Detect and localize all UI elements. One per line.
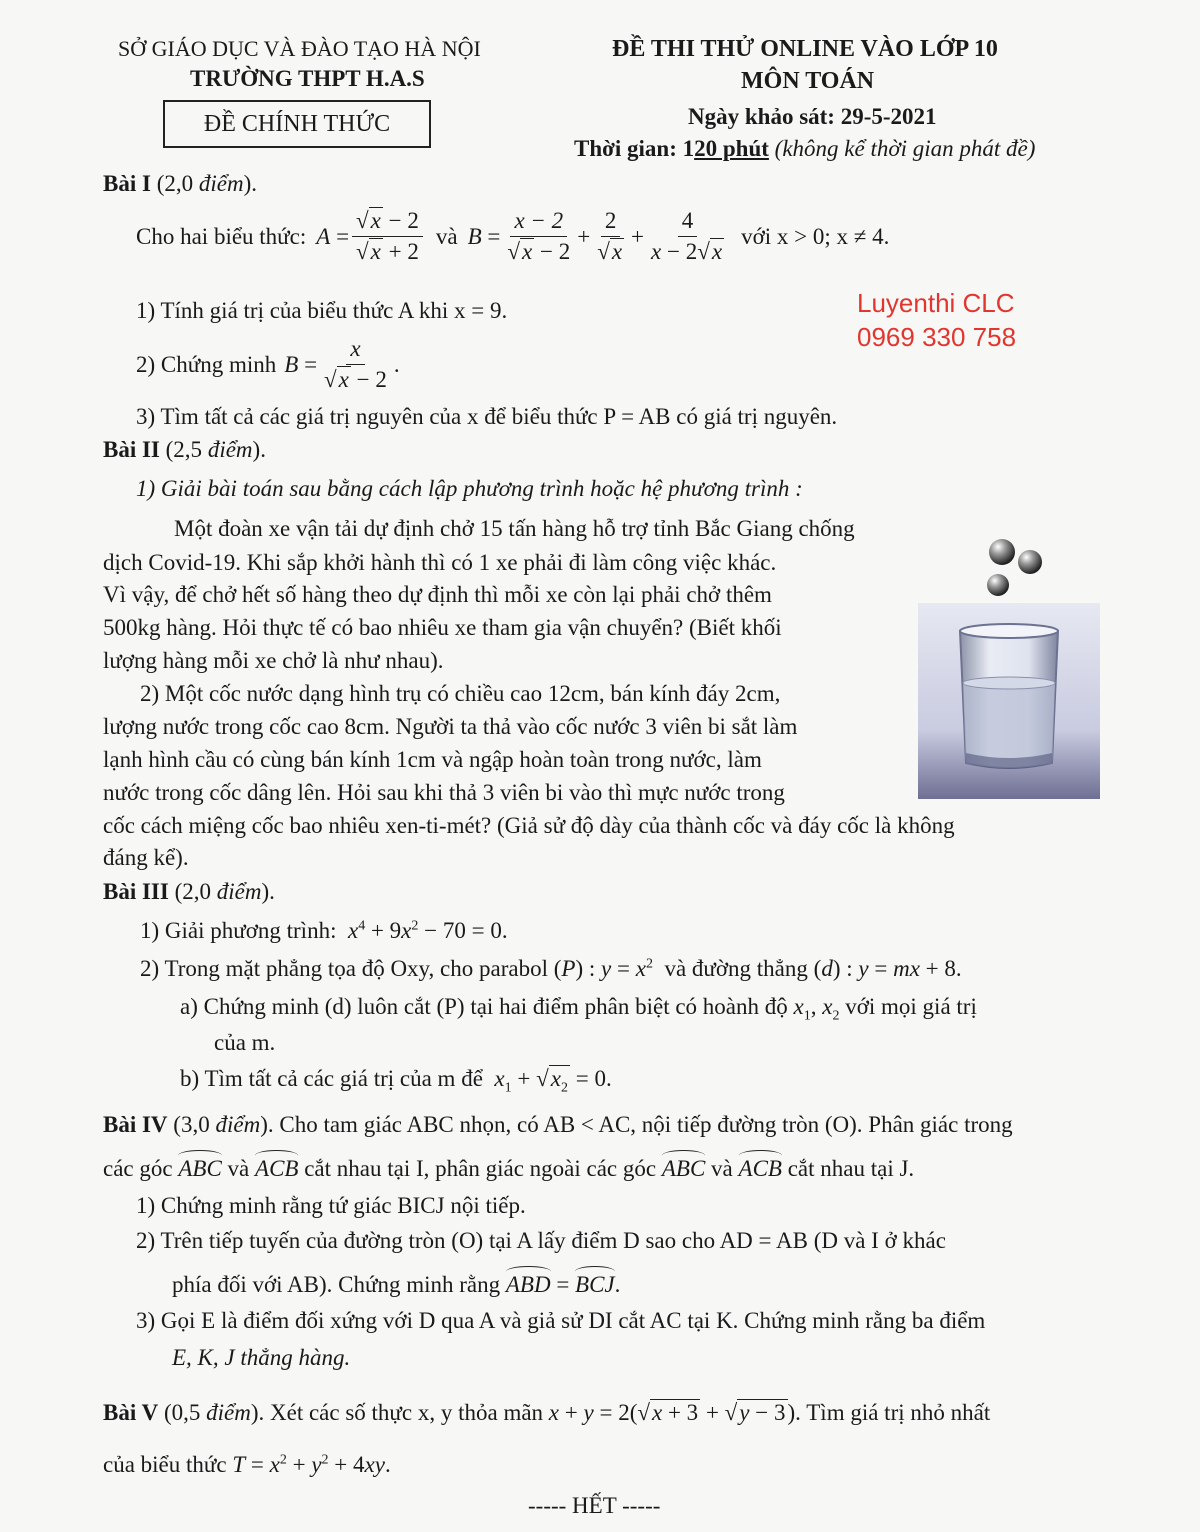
school-name: TRƯỜNG THPT H.A.S xyxy=(190,66,425,91)
exam-subject: MÔN TOÁN xyxy=(741,68,875,94)
bai3-qa-line2: của m. xyxy=(214,1030,276,1055)
bai2-p2-line2: lượng nước trong cốc cao 8cm. Người ta thả vào cốc nước 3 viên bi sắt làm xyxy=(103,714,798,739)
bai3-q1: 1) Giải phương trình: $x^4 + 9x^2 - 70 = 0$. xyxy=(140,918,508,943)
bai2-q1: 1) Giải bài toán sau bằng cách lập phương trình hoặc hệ phương trình : xyxy=(136,476,803,501)
bai1-q1: 1) Tính giá trị của biểu thức A khi x = 9. xyxy=(136,298,508,323)
bai1-points: (2,0 điểm). xyxy=(156,171,257,196)
steel-ball-icon xyxy=(1018,550,1042,574)
bai2-p1-line4: 500kg hàng. Hỏi thực tế có bao nhiêu xe tham gia vận chuyển? (Biết khối xyxy=(103,615,782,640)
bai5-text-end: Tìm giá trị nhỏ nhất xyxy=(806,1400,991,1425)
bai2-p2-line1: 2) Một cốc nước dạng hình trụ có chiều cao 12cm, bán kính đáy 2cm, xyxy=(140,681,781,706)
bai3-q1-prefix: 1) Giải phương trình: xyxy=(140,918,337,943)
bai4-line2-e: cắt nhau tại J. xyxy=(787,1156,915,1181)
steel-ball-icon xyxy=(989,539,1015,565)
bai1-intro: Cho hai biểu thức: xyxy=(136,223,307,249)
fraction-B1: $\frac{x - 2}{√x - 2}$ xyxy=(507,208,571,265)
bai3-qb: b) Tìm tất cả các giá trị của m để $x_1 + √x_2 = 0$. xyxy=(180,1066,612,1096)
bai3-q2: 2) Trong mặt phẳng tọa độ Oxy, cho parabol (P) : $y = x^2$ và đường thẳng (d) : y = mx + 8. xyxy=(140,956,962,981)
bai4-q3-line1: 3) Gọi E là điểm đối xứng với D qua A và giả sử DI cắt AC tại K. Chứng minh rằng ba điểm xyxy=(136,1308,986,1333)
bai5-points: (0,5 điểm). xyxy=(163,1400,265,1425)
exam-time xyxy=(574,136,1035,162)
bai4-q1: 1) Chứng minh rằng tứ giác BICJ nội tiếp. xyxy=(136,1193,526,1218)
bai2-p2-line6: đáng kể). xyxy=(103,845,189,870)
official-exam-box xyxy=(163,100,431,148)
bai1-title: Bài I xyxy=(103,171,151,196)
bai4-line2: các góc ABC và ACB cắt nhau tại I, phân giác ngoài các góc ABC và ACB cắt nhau tại J. xyxy=(103,1150,914,1182)
bai5-title: Bài V xyxy=(103,1400,159,1425)
bai2-p1-line2: dịch Covid-19. Khi sắp khởi hành thì có 1 xe phải đi làm công việc khác. xyxy=(103,550,777,575)
bai2-points: (2,5 điểm). xyxy=(165,437,266,462)
exam-title: ĐỀ THI THỬ ONLINE VÀO LỚP 10 xyxy=(612,36,998,62)
exam-date: Ngày khảo sát: 29-5-2021 xyxy=(688,104,937,129)
department-name: SỞ GIÁO DỤC VÀ ĐÀO TẠO HÀ NỘI xyxy=(118,36,481,61)
time-prefix: Thời gian: 1 xyxy=(574,136,695,161)
bai2-p2-line4: nước trong cốc dâng lên. Hỏi sau khi thả 3 viên bi vào thì mực nước trong xyxy=(103,780,785,805)
bai4-line2-b: và xyxy=(227,1156,250,1181)
bai1-q3: 3) Tìm tất cả các giá trị nguyên của x để biểu thức P = AB có giá trị nguyên. xyxy=(136,404,838,429)
end-marker: ----- HẾT ----- xyxy=(528,1493,661,1518)
bai3-q2-prefix: 2) Trong mặt phẳng tọa độ Oxy, cho parabol xyxy=(140,956,548,981)
water-glass-illustration xyxy=(918,603,1100,799)
watermark xyxy=(857,286,1016,354)
bai1-expressions: Cho hai biểu thức: A = $\frac{√x - 2}{√x + 2}$ và B = $\frac{x - 2}{√x - 2}$ + $\frac{2}{√x}$ + $\frac{4}{x - 2√x}$ với x > 0; x ≠ 4. xyxy=(136,208,890,265)
bai5-line2-text: của biểu thức xyxy=(103,1452,227,1477)
bai1-q2: 2) Chứng minh B = $\frac{x}{√x - 2}$ . xyxy=(136,336,400,393)
bai1-heading xyxy=(103,171,257,197)
fraction-B-result: $\frac{x}{√x - 2}$ xyxy=(324,336,387,393)
time-main: 20 phút xyxy=(694,136,769,161)
bai2-title: Bài II xyxy=(103,437,160,462)
bai4-intro: Cho tam giác ABC nhọn, có AB < AC, nội tiếp đường tròn (O). Phân giác trong xyxy=(279,1112,1013,1137)
bai2-heading xyxy=(103,437,266,463)
bai5-line2: của biểu thức $T = x^2 + y^2 + 4xy$. xyxy=(103,1452,391,1477)
bai1-q2-prefix: 2) Chứng minh xyxy=(136,351,277,377)
bai4-q2-line1: 2) Trên tiếp tuyến của đường tròn (O) tại A lấy điểm D sao cho AD = AB (D và I ở khác xyxy=(136,1228,946,1253)
bai2-p1-line3: Vì vậy, để chở hết số hàng theo dự định thì mỗi xe còn lại phải chở thêm xyxy=(103,582,772,607)
bai2-p1-line1: Một đoàn xe vận tải dự định chở 15 tấn hàng hỗ trợ tỉnh Bắc Giang chống xyxy=(174,516,855,541)
fraction-B2: $\frac{2}{√x}$ xyxy=(597,208,623,265)
bai5-text: Xét các số thực x, y thỏa mãn xyxy=(270,1400,544,1425)
fraction-B3: $\frac{4}{x - 2√x}$ xyxy=(651,208,723,265)
bai3-qb-prefix: b) Tìm tất cả các giá trị của m để xyxy=(180,1066,483,1091)
bai4-line2-c: cắt nhau tại I, phân giác ngoài các góc xyxy=(304,1156,657,1181)
bai3-qa: a) Chứng minh (d) luôn cắt (P) tại hai điểm phân biệt có hoành độ $x_1$, $x_2$ với mọi giá trị xyxy=(180,994,977,1024)
bai1-condition: với x > 0; x ≠ 4. xyxy=(741,223,890,249)
bai3-q2-and: và đường thẳng xyxy=(664,956,808,981)
bai4-q2-line2: phía đối với AB). Chứng minh rằng ABD = BCJ. xyxy=(172,1266,620,1298)
bai4-q2-line2-text: phía đối với AB). Chứng minh rằng xyxy=(172,1272,501,1297)
watermark-line1: Luyenthi CLC xyxy=(857,288,1015,318)
time-note: (không kể thời gian phát đề) xyxy=(774,136,1036,161)
bai4-points: (3,0 điểm). xyxy=(173,1112,274,1137)
bai2-p1-line5: lượng hàng mỗi xe chở là như nhau). xyxy=(103,648,444,673)
bai2-p2-line3: lạnh hình cầu có cùng bán kính 1cm và ngập hoàn toàn trong nước, làm xyxy=(103,747,762,772)
bai3-qa-line1: a) Chứng minh (d) luôn cắt (P) tại hai điểm phân biệt có hoành độ xyxy=(180,994,788,1019)
fraction-A: $\frac{√x - 2}{√x + 2}$ xyxy=(352,208,423,266)
bai4-line2-a: các góc xyxy=(103,1156,173,1181)
bai3-qa-line1b: với mọi giá trị xyxy=(845,994,977,1019)
bai3-title: Bài III xyxy=(103,879,169,904)
bai1-and: và xyxy=(435,223,458,249)
bai2-p2-line5: cốc cách miệng cốc bao nhiêu xen-ti-mét? (Giả sử độ dày của thành cốc và đáy cốc là không xyxy=(103,813,955,838)
bai5-line1: Bài V (0,5 điểm). Xét các số thực x, y thỏa mãn x + y = 2(√x + 3 + √y − 3). Tìm giá trị nhỏ nhất xyxy=(103,1400,991,1425)
steel-balls-illustration xyxy=(980,530,1060,610)
bai4-q3-line2: E, K, J thẳng hàng. xyxy=(172,1345,351,1370)
bai4-line1 xyxy=(103,1112,1013,1138)
bai3-points: (2,0 điểm). xyxy=(174,879,275,904)
bai4-line2-d: và xyxy=(711,1156,733,1181)
bai4-title: Bài IV xyxy=(103,1112,168,1137)
bai3-heading xyxy=(103,879,275,905)
steel-ball-icon xyxy=(987,574,1009,596)
watermark-line2: 0969 330 758 xyxy=(857,322,1017,352)
official-label: ĐỀ CHÍNH THỨC xyxy=(203,110,391,137)
